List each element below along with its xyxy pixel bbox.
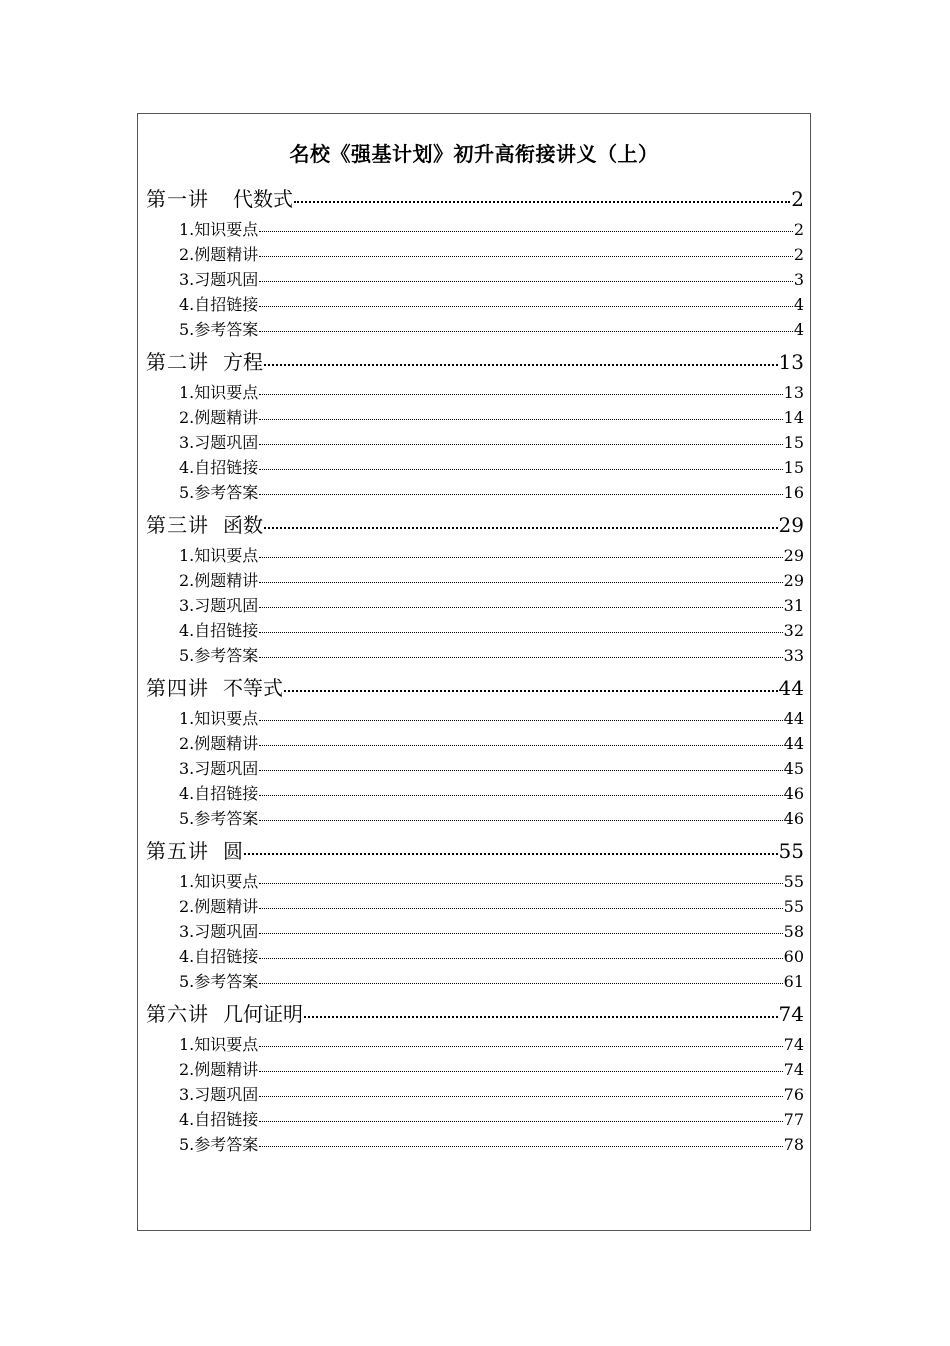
toc-item-page-number: 45 xyxy=(783,759,804,778)
toc-item-label: 1.知识要点 xyxy=(179,1035,259,1054)
toc-item[interactable] xyxy=(146,969,804,994)
toc-item-page-number: 2 xyxy=(793,245,804,264)
dot-leader xyxy=(259,256,793,257)
dot-leader xyxy=(259,444,782,445)
toc-item[interactable] xyxy=(146,1082,804,1107)
chapter-page-number: 74 xyxy=(778,1002,804,1026)
chapter-section xyxy=(146,507,804,668)
chapter-name: 圆 xyxy=(223,839,243,863)
chapter-items xyxy=(146,543,804,668)
dot-leader xyxy=(259,720,782,721)
toc-item[interactable] xyxy=(146,593,804,618)
toc-item-page-number: 4 xyxy=(793,320,804,339)
chapter-page-number: 29 xyxy=(778,513,804,537)
toc-item-label: 5.参考答案 xyxy=(179,972,259,991)
chapter-page-number: 55 xyxy=(778,839,804,863)
toc-item[interactable] xyxy=(146,242,804,267)
toc-item-label: 3.习题巩固 xyxy=(179,759,259,778)
dot-leader xyxy=(259,883,782,884)
toc-item-label: 5.参考答案 xyxy=(179,320,259,339)
dot-leader xyxy=(259,557,782,558)
toc-item-page-number: 31 xyxy=(783,596,804,615)
dot-leader xyxy=(259,958,782,959)
toc-item[interactable] xyxy=(146,731,804,756)
toc-item-label: 2.例题精讲 xyxy=(179,408,259,427)
toc-item-label: 3.习题巩固 xyxy=(179,596,259,615)
toc-item-page-number: 55 xyxy=(783,872,804,891)
dot-leader xyxy=(259,607,782,608)
toc-item-page-number: 74 xyxy=(783,1060,804,1079)
toc-item-label: 1.知识要点 xyxy=(179,546,259,565)
chapter-label: 第五讲 xyxy=(146,839,209,863)
chapter-section xyxy=(146,996,804,1157)
toc-item[interactable] xyxy=(146,430,804,455)
chapter-name: 代数式 xyxy=(233,187,293,211)
dot-leader xyxy=(259,331,793,332)
toc-item-label: 3.习题巩固 xyxy=(179,1085,259,1104)
toc-item-label: 2.例题精讲 xyxy=(179,734,259,753)
chapter-label: 第六讲 xyxy=(146,1002,209,1026)
toc-item-page-number: 60 xyxy=(783,947,804,966)
toc-item[interactable] xyxy=(146,894,804,919)
dot-leader xyxy=(259,1146,782,1147)
toc-item-page-number: 44 xyxy=(783,709,804,728)
toc-item[interactable] xyxy=(146,806,804,831)
toc-item[interactable] xyxy=(146,919,804,944)
chapter-section xyxy=(146,833,804,994)
toc-item-page-number: 13 xyxy=(783,383,804,402)
toc-item-label: 5.参考答案 xyxy=(179,646,259,665)
toc-item-page-number: 15 xyxy=(783,433,804,452)
dot-leader xyxy=(259,933,782,934)
toc-frame xyxy=(137,113,811,1231)
toc-item-label: 4.自招链接 xyxy=(179,1110,259,1129)
dot-leader xyxy=(259,1071,782,1072)
chapter-items xyxy=(146,217,804,342)
toc-item[interactable] xyxy=(146,455,804,480)
toc-item[interactable] xyxy=(146,405,804,430)
chapter-label: 第四讲 xyxy=(146,676,209,700)
toc-item-page-number: 44 xyxy=(783,734,804,753)
toc-item-page-number: 32 xyxy=(783,621,804,640)
chapter-entry[interactable] xyxy=(146,507,804,543)
toc-item-page-number: 29 xyxy=(783,546,804,565)
toc-item-label: 4.自招链接 xyxy=(179,784,259,803)
toc-item[interactable] xyxy=(146,618,804,643)
toc-item-label: 2.例题精讲 xyxy=(179,897,259,916)
toc-item-label: 2.例题精讲 xyxy=(179,1060,259,1079)
toc-item[interactable] xyxy=(146,543,804,568)
toc-item-page-number: 15 xyxy=(783,458,804,477)
chapter-entry[interactable] xyxy=(146,833,804,869)
toc-item-label: 1.知识要点 xyxy=(179,709,259,728)
toc-item-label: 3.习题巩固 xyxy=(179,922,259,941)
chapter-label: 第二讲 xyxy=(146,350,209,374)
dot-leader xyxy=(259,306,793,307)
toc-item[interactable] xyxy=(146,756,804,781)
toc-item-page-number: 16 xyxy=(783,483,804,502)
toc-item-label: 5.参考答案 xyxy=(179,1135,259,1154)
dot-leader xyxy=(259,582,782,583)
toc-item-page-number: 3 xyxy=(793,270,804,289)
dot-leader xyxy=(259,394,782,395)
toc-item-label: 2.例题精讲 xyxy=(179,571,259,590)
chapter-entry[interactable] xyxy=(146,181,804,217)
toc-item-page-number: 61 xyxy=(783,972,804,991)
toc-item-page-number: 29 xyxy=(783,571,804,590)
dot-leader xyxy=(264,527,778,529)
dot-leader xyxy=(259,795,782,796)
toc-item[interactable] xyxy=(146,217,804,242)
toc-item-page-number: 77 xyxy=(783,1110,804,1129)
chapter-name: 函数 xyxy=(223,513,263,537)
chapter-items xyxy=(146,1032,804,1157)
toc-item-page-number: 78 xyxy=(783,1135,804,1154)
toc-item[interactable] xyxy=(146,1107,804,1132)
toc-item-label: 1.知识要点 xyxy=(179,220,259,239)
document-title: 名校《强基计划》初升高衔接讲义（上） xyxy=(289,142,659,166)
toc-item[interactable] xyxy=(146,1032,804,1057)
toc-item[interactable] xyxy=(146,706,804,731)
toc-item-label: 4.自招链接 xyxy=(179,295,259,314)
toc-item-page-number: 46 xyxy=(783,809,804,828)
chapter-label: 第三讲 xyxy=(146,513,209,537)
toc-item-label: 1.知识要点 xyxy=(179,872,259,891)
toc-item-label: 4.自招链接 xyxy=(179,621,259,640)
chapter-items xyxy=(146,380,804,505)
dot-leader xyxy=(259,469,782,470)
chapter-name: 方程 xyxy=(223,350,263,374)
chapter-entry[interactable] xyxy=(146,670,804,706)
toc-item-page-number: 46 xyxy=(783,784,804,803)
toc-item[interactable] xyxy=(146,380,804,405)
dot-leader xyxy=(259,1096,782,1097)
toc-item[interactable] xyxy=(146,781,804,806)
toc-item-page-number: 2 xyxy=(793,220,804,239)
dot-leader xyxy=(259,281,793,282)
chapter-section xyxy=(146,344,804,505)
dot-leader xyxy=(259,820,782,821)
chapter-label: 第一讲 xyxy=(146,187,209,211)
toc-item[interactable] xyxy=(146,267,804,292)
toc-item-page-number: 4 xyxy=(793,295,804,314)
dot-leader xyxy=(304,1016,778,1018)
dot-leader xyxy=(264,364,778,366)
toc-item[interactable] xyxy=(146,643,804,668)
chapter-name: 不等式 xyxy=(223,676,283,700)
toc-item-label: 4.自招链接 xyxy=(179,458,259,477)
toc-item[interactable] xyxy=(146,944,804,969)
dot-leader xyxy=(284,690,778,692)
chapter-entry[interactable] xyxy=(146,344,804,380)
dot-leader xyxy=(294,201,790,203)
toc-item-label: 3.习题巩固 xyxy=(179,433,259,452)
toc-item[interactable] xyxy=(146,1132,804,1157)
dot-leader xyxy=(259,770,782,771)
chapter-name: 几何证明 xyxy=(223,1002,303,1026)
toc-item-label: 5.参考答案 xyxy=(179,483,259,502)
toc-item[interactable] xyxy=(146,292,804,317)
toc-item-page-number: 76 xyxy=(783,1085,804,1104)
toc-item[interactable] xyxy=(146,317,804,342)
dot-leader xyxy=(259,419,782,420)
toc-item[interactable] xyxy=(146,568,804,593)
toc-item-label: 1.知识要点 xyxy=(179,383,259,402)
chapter-section xyxy=(146,670,804,831)
chapter-items xyxy=(146,706,804,831)
toc-item-label: 5.参考答案 xyxy=(179,809,259,828)
dot-leader xyxy=(259,1121,782,1122)
toc-item-label: 2.例题精讲 xyxy=(179,245,259,264)
chapter-page-number: 2 xyxy=(791,187,804,211)
toc-item[interactable] xyxy=(146,1057,804,1082)
dot-leader xyxy=(259,745,782,746)
dot-leader xyxy=(259,231,793,232)
chapter-section xyxy=(146,181,804,342)
toc-item-label: 3.习题巩固 xyxy=(179,270,259,289)
table-of-contents xyxy=(146,181,804,1159)
dot-leader xyxy=(259,1046,782,1047)
dot-leader xyxy=(259,494,782,495)
dot-leader xyxy=(259,657,782,658)
toc-item-label: 4.自招链接 xyxy=(179,947,259,966)
chapter-entry[interactable] xyxy=(146,996,804,1032)
toc-item[interactable] xyxy=(146,480,804,505)
chapter-page-number: 44 xyxy=(778,676,804,700)
dot-leader xyxy=(259,983,782,984)
dot-leader xyxy=(259,632,782,633)
dot-leader xyxy=(244,853,778,855)
toc-item-page-number: 74 xyxy=(783,1035,804,1054)
chapter-page-number: 13 xyxy=(778,350,804,374)
toc-item-page-number: 14 xyxy=(783,408,804,427)
dot-leader xyxy=(259,908,782,909)
toc-item-page-number: 33 xyxy=(783,646,804,665)
toc-item-page-number: 55 xyxy=(783,897,804,916)
toc-item-page-number: 58 xyxy=(783,922,804,941)
toc-item[interactable] xyxy=(146,869,804,894)
chapter-items xyxy=(146,869,804,994)
